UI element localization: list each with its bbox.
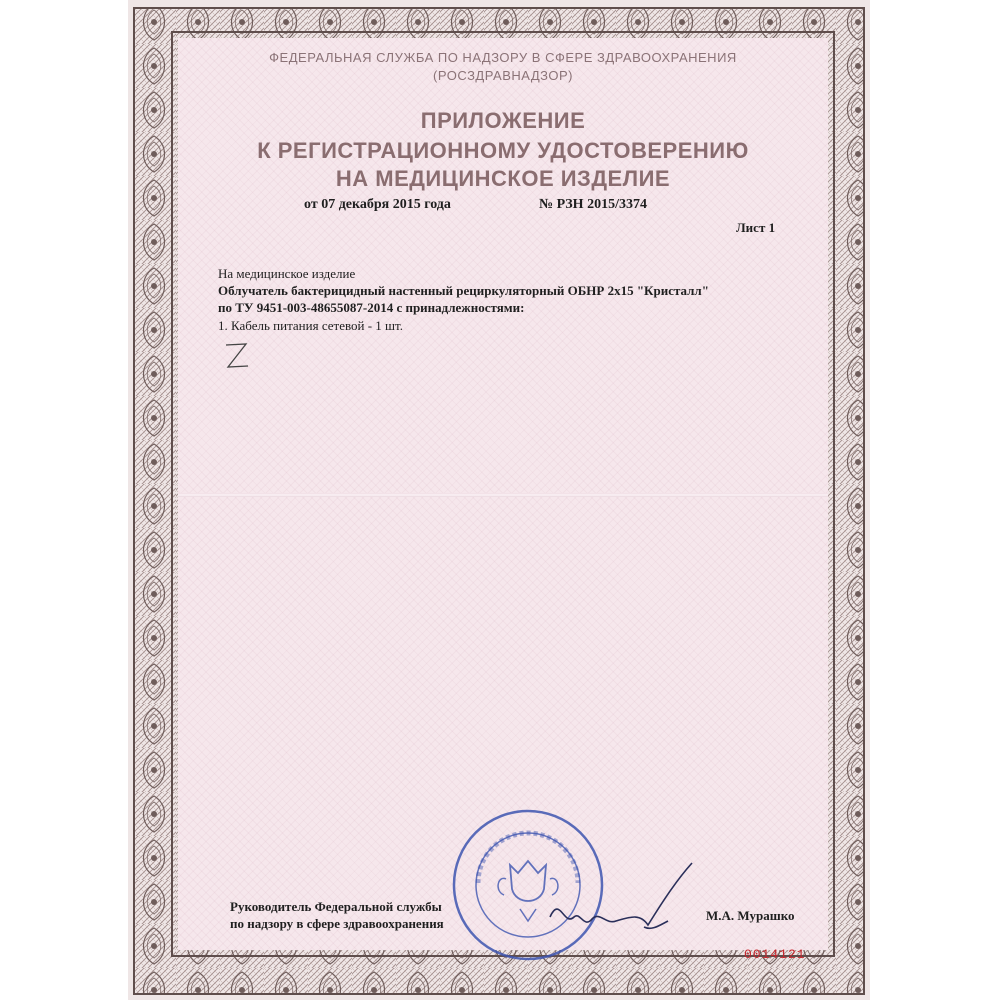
signer-position-line2: по надзору в сфере здравоохранения xyxy=(230,916,444,931)
serial-number: 0014121 xyxy=(744,947,806,962)
z-mark-icon xyxy=(222,340,252,372)
agency-name: ФЕДЕРАЛЬНАЯ СЛУЖБА ПО НАДЗОРУ В СФЕРЕ ЗДРАВООХРАНЕНИЯ xyxy=(269,50,737,65)
registration-date: от 07 декабря 2015 года xyxy=(304,197,451,212)
fold-line xyxy=(178,493,828,497)
registration-number: № РЗН 2015/3374 xyxy=(539,197,647,212)
signer-position-line1: Руководитель Федеральной службы xyxy=(230,899,442,914)
product-name: Облучатель бактерицидный настенный рециркуляторный ОБНР 2х15 "Кристалл" xyxy=(218,283,709,298)
sheet-number: Лист 1 xyxy=(736,220,776,235)
product-spec: по ТУ 9451-003-48655087-2014 с принадлежностями: xyxy=(218,300,525,315)
document-subtitle-1: К РЕГИСТРАЦИОННОМУ УДОСТОВЕРЕНИЮ xyxy=(257,138,749,163)
accessory-item: 1. Кабель питания сетевой - 1 шт. xyxy=(218,318,404,333)
signature-icon xyxy=(540,855,700,945)
agency-abbreviation: (РОСЗДРАВНАДЗОР) xyxy=(433,68,573,83)
document-title: ПРИЛОЖЕНИЕ xyxy=(420,108,586,133)
signer-name: М.А. Мурашко xyxy=(706,908,795,923)
document-subtitle-2: НА МЕДИЦИНСКОЕ ИЗДЕЛИЕ xyxy=(335,166,671,191)
intro-text: На медицинское изделие xyxy=(218,266,356,281)
